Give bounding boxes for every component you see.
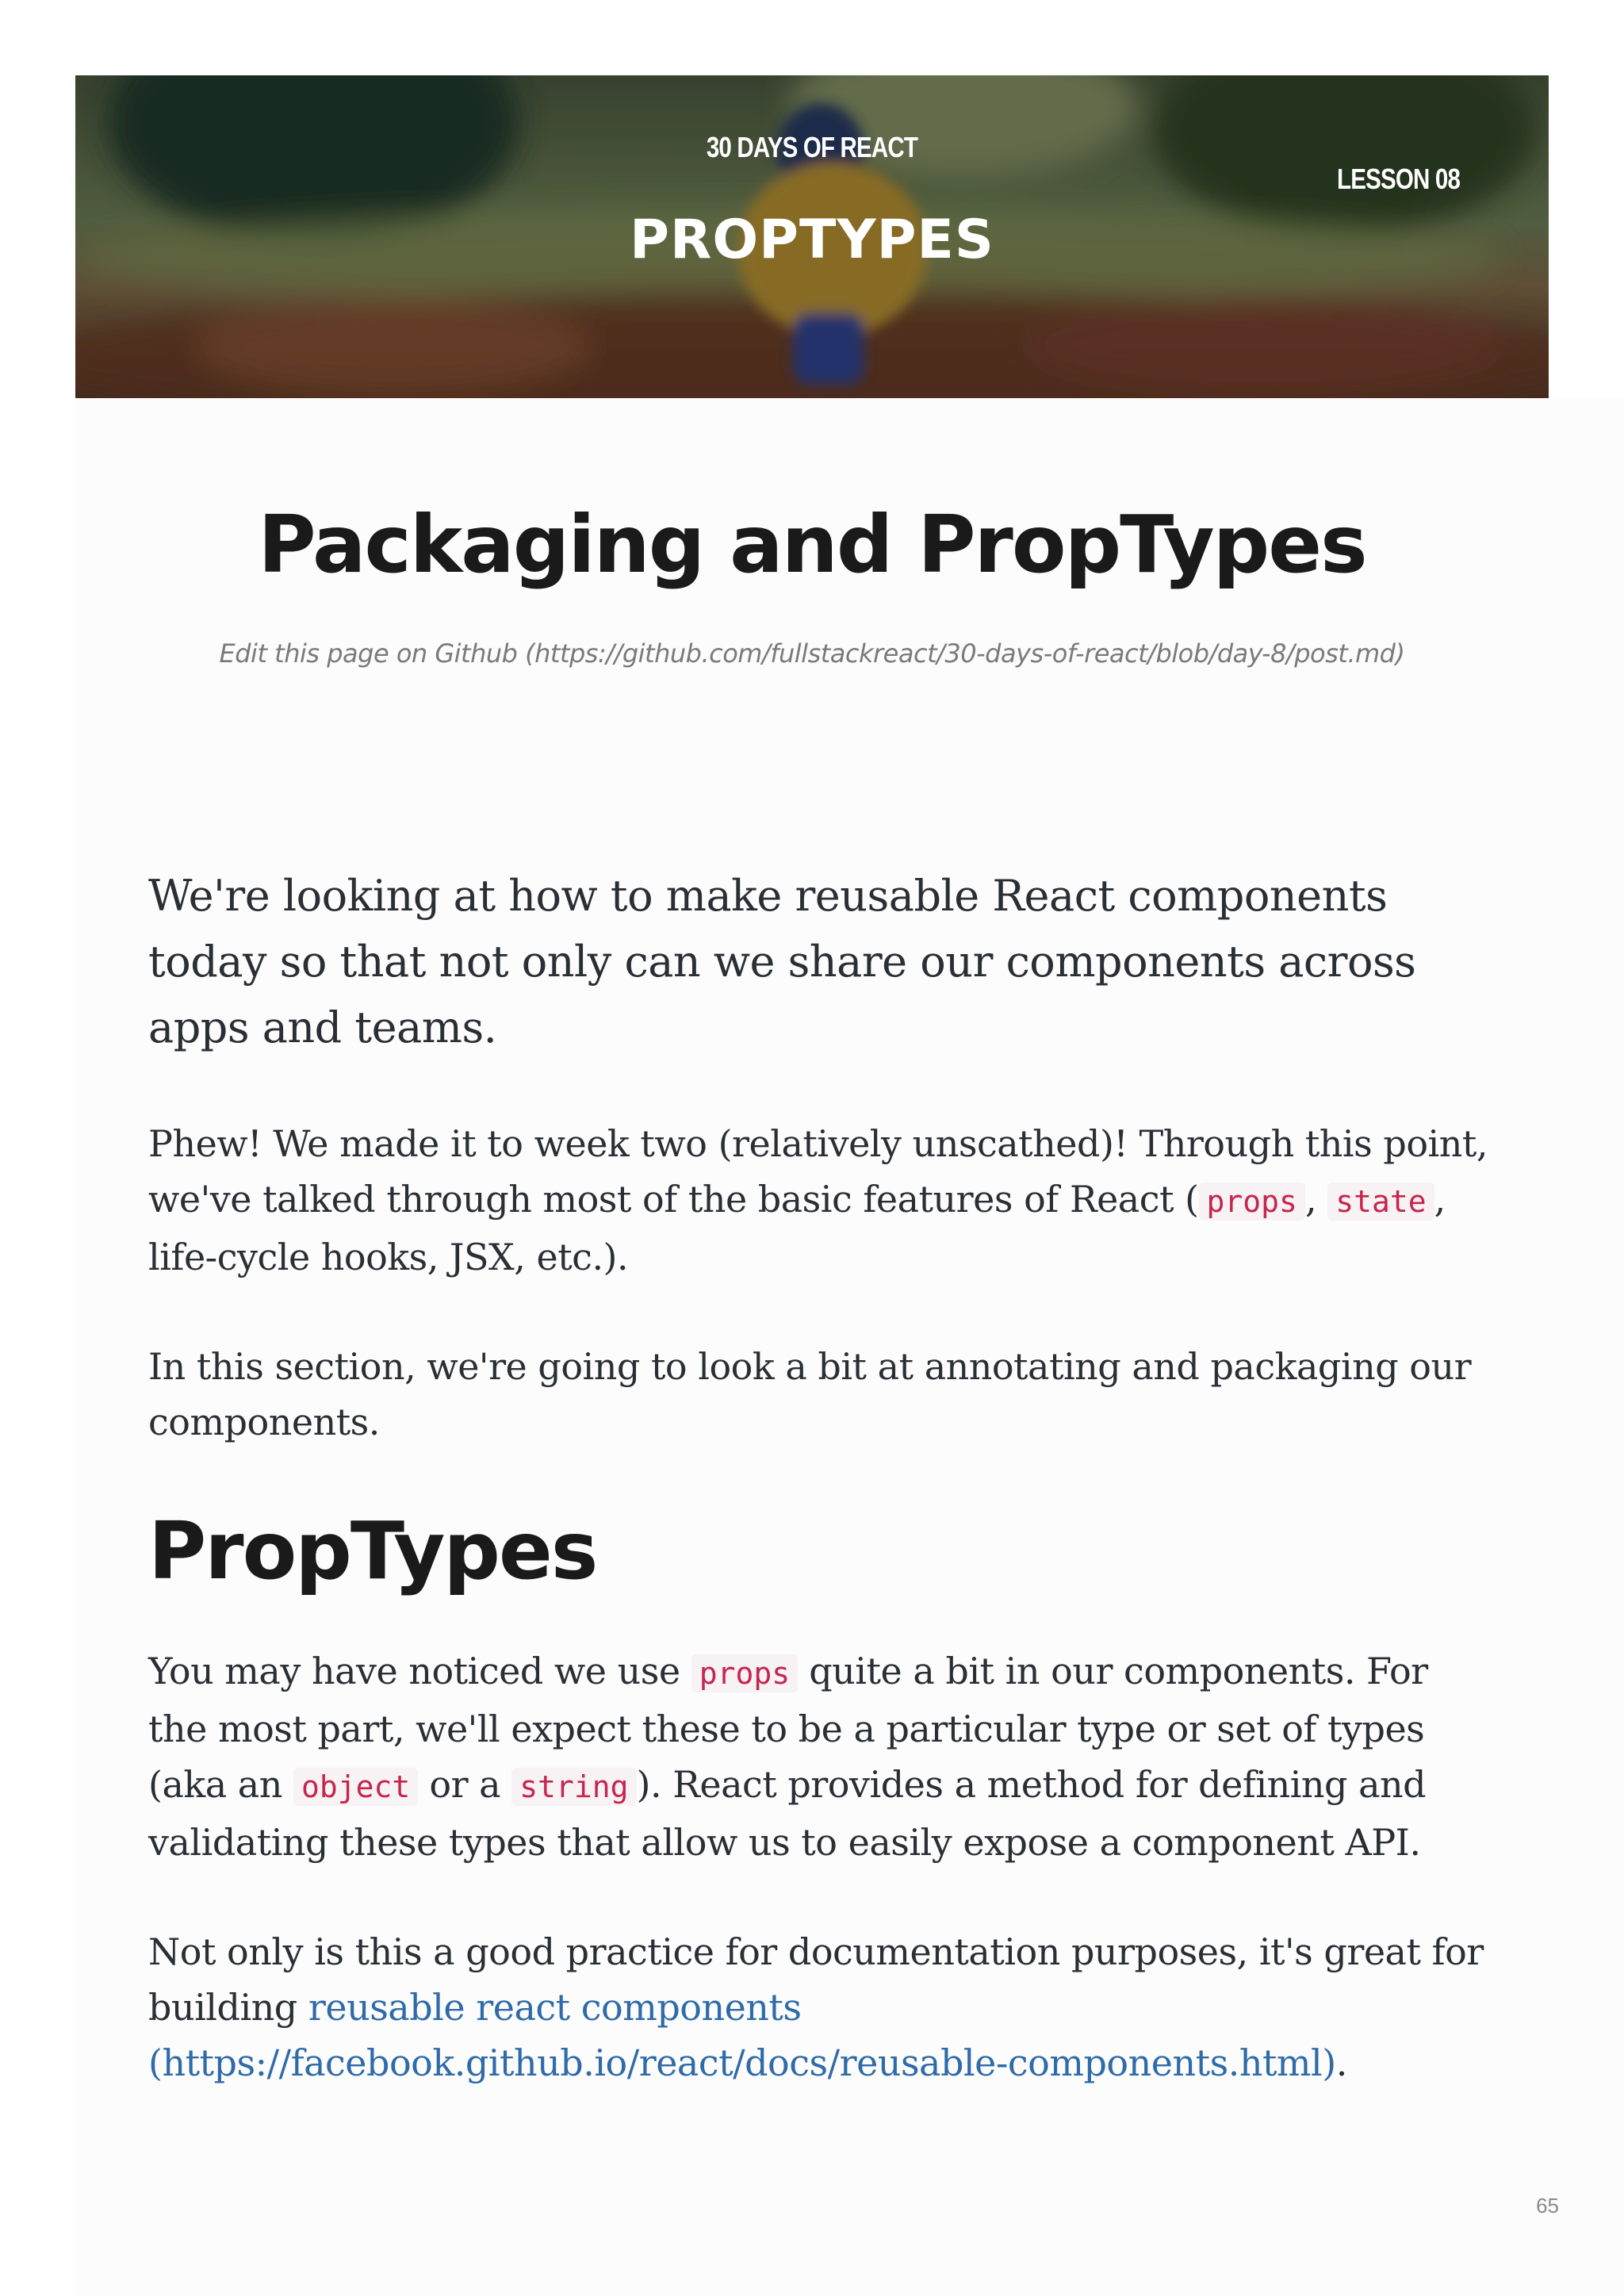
page-number: 65 (1536, 2194, 1559, 2217)
text-span: Not only is this a good practice for documentation purposes, it's great for building (148, 1930, 1484, 2029)
lesson-banner (75, 75, 1549, 398)
inline-code-string: string (511, 1768, 636, 1806)
text-span: quite a bit in our components. For the most part, we'll expect these to be a particular type or set of types (aka an (148, 1650, 1428, 1806)
inline-code-object: object (293, 1768, 418, 1806)
edit-on-github-link[interactable]: Edit this page on Github (https://github.com/fullstackreact/30-days-of-react/blob/day-8/post.md) (219, 638, 1405, 669)
intro-paragraph-week-two (148, 1116, 1496, 1285)
banner-lesson-number: LESSON 08 (1336, 163, 1460, 195)
proptypes-paragraph-types (148, 1643, 1496, 1870)
text-span: or a (418, 1763, 512, 1806)
article-body (148, 863, 1496, 2145)
text-span: . (1335, 2041, 1347, 2084)
page-title: Packaging and PropTypes (258, 498, 1366, 591)
text-span: You may have noticed we use (148, 1650, 691, 1692)
inline-code-props: props (1199, 1182, 1305, 1221)
inline-code-state: state (1327, 1182, 1434, 1221)
intro-paragraph-section: In this section, we're going to look a bit at annotating and packaging our components. (148, 1345, 1472, 1443)
banner-series-label: 30 DAYS OF REACT (706, 131, 918, 163)
section-heading-proptypes: PropTypes (148, 1504, 597, 1597)
text-span: ). React provides a method for defining and validating these types that allow us to easily expose a component API. (148, 1763, 1427, 1864)
proptypes-paragraph-documentation (148, 1924, 1496, 2091)
banner-title: PROPTYPES (630, 209, 994, 271)
inline-code-props: props (691, 1654, 798, 1692)
text-span: , life-cycle hooks, JSX, etc.). (148, 1178, 1446, 1278)
text-span: , (1304, 1178, 1328, 1221)
intro-lead-paragraph: We're looking at how to make reusable React components today so that not only can we share our components across apps and teams. (148, 871, 1416, 1052)
text-span: Phew! We made it to week two (relatively unscathed)! Through this point, we've talked through most of the basic features of React ( (148, 1122, 1488, 1221)
reusable-components-link[interactable]: reusable react components (https://facebook.github.io/react/docs/reusable-components.html) (148, 1986, 1336, 2084)
